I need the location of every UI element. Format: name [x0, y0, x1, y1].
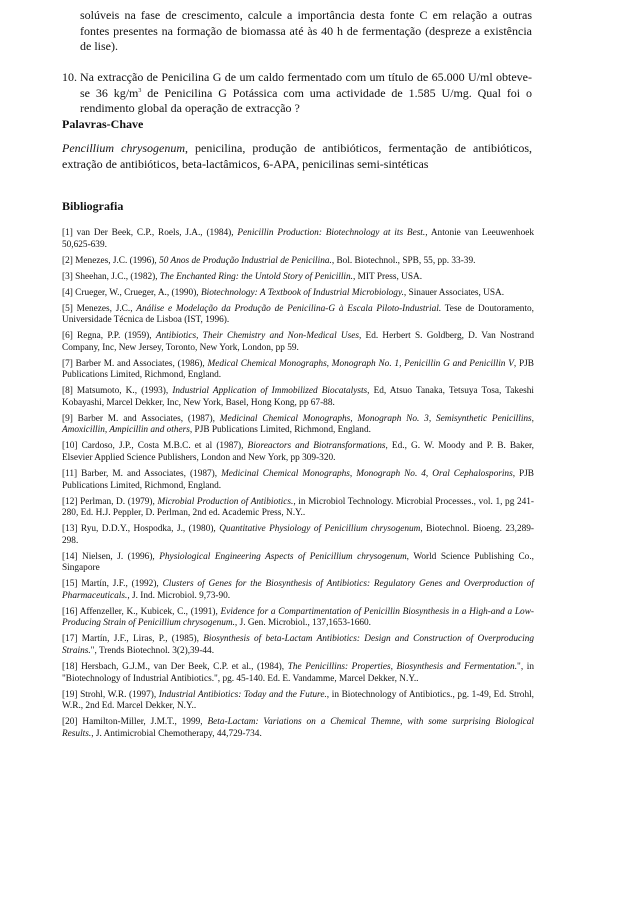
reference-item: [4] Crueger, W., Crueger, A., (1990), Biotechnology: A Textbook of Industrial Microbiology., Sinauer Associates, USA.: [62, 287, 505, 298]
question-10: [62, 70, 532, 117]
reference-item: [11] Barber, M. and Associates, (1987), Medicinal Chemical Monographs, Monograph No. 4, Oral Cephalosporins, PJB Publications Limited, Richmond, England.: [62, 469, 535, 491]
reference-item: [20] Hamilton-Miller, J.M.T., 1999, Beta-Lactam: Variations on a Chemical Themne, with some surprising Biological Results., J. Antimicrobial Chemotherapy, 44,729-734.: [62, 717, 535, 739]
reference-item: [15] Martín, J.F., (1992), Clusters of Genes for the Biosynthesis of Antibiotics: Regulatory Genes and Overproduction of Pharmaceuticals., J. Ind. Microbiol. 9,73-90.: [62, 579, 534, 601]
reference-item: [14] Nielsen, J. (1996), Physiological Engineering Aspects of Penicillium chrysogenum, World Science Publishing Co., Singapore: [62, 551, 534, 574]
reference-item: [12] Perlman, D. (1979), Microbial Production of Antibiotics., in Microbiol Technology. Microbial Processes., vol. 1, pg 241-280, Ed. H.J. Peppler, D. Perlman, 2nd ed. Academic Press, N.Y..: [62, 496, 535, 519]
keyword-italic-term: Pencillium chrysogenum: [62, 141, 185, 155]
reference-item: [10] Cardoso, J.P., Costa M.B.C. et al (1987), Bioreactors and Biotransformations, Ed., G. W. Moody and P. B. Baker, Elsevier Applied Science Publishers, London and New York, pp 309-320.: [62, 441, 534, 464]
reference-item: [3] Sheehan, J.C., (1982), The Enchanted Ring: the Untold Story of Penicillin., MIT Press, USA.: [62, 271, 423, 282]
keywords-heading: Palavras-Chave: [62, 117, 144, 131]
bibliography-heading: Bibliografia: [62, 199, 124, 213]
reference-item: [6] Regna, P.P. (1959), Antibiotics, Their Chemistry and Non-Medical Uses, Ed. Herbert S. Goldberg, D. Van Nostrand Company, Inc, New Jersey, Toronto, New York, London, pp 59.: [62, 331, 535, 353]
reference-item: [8] Matsumoto, K., (1993), Industrial Application of Immobilized Biocatalysts, Ed, Atsuo Tanaka, Tetsuya Tosa, Takeshi Kobayashi, Marcel Dekker, Inc, New York, Basel, Hong Kong, pp 67-88.: [62, 386, 534, 408]
question-10-text: Na extracção de Penicilina G de um caldo fermentado com um título de 65.000 U/ml obteve-se 36 $kg/m^3$ de Penicilina G Potássica com uma actividade de 1.585 U/mg. Qual foi o rendimento global da operação de extracção ?: [80, 70, 532, 115]
reference-item: [16] Affenzeller, K., Kubicek, C., (1991), Evidence for a Compartimentation of Penicillin Biosynthesis in a High-and a Low-Producing Strain of Penicillium chrysogenum., J. Gen. Microbiol., 137,1653-1660.: [62, 606, 534, 629]
reference-item: [13] Ryu, D.D.Y., Hospodka, J., (1980), Quantitative Physiology of Penicillium chrysogenum, Biotechnol. Bioeng. 23,289-298.: [62, 524, 535, 546]
reference-item: [5] Menezes, J.C., Análise e Modelação da Produção de Penicilina-G à Escala Piloto-Industrial. Tese de Doutoramento, Universidade Técnica de Lisboa (IST, 1996).: [62, 303, 535, 326]
superscript: 3: [138, 87, 142, 94]
reference-item: [19] Strohl, W.R. (1997), Industrial Antibiotics: Today and the Future., in Biotechnology of Antibiotics., pg. 1-49, Ed. Strohl, W.R., 2nd Ed. Marcel Dekker, N.Y..: [62, 689, 535, 712]
reference-item: [9] Barber M. and Associates, (1987), Medicinal Chemical Monographs, Monograph No. 3, Semisynthetic Penicillins, Amoxicillin, Ampicillin and others, PJB Publications Limited, Richmond, England.: [62, 413, 534, 436]
reference-item: [1] van Der Beek, C.P., Roels, J.A., (1984), Penicillin Production: Biotechnology at its Best., Antonie van Leeuwenhoek 50,625-639.: [62, 228, 534, 250]
reference-item: [2] Menezes, J.C. (1996), 50 Anos de Produção Industrial de Penicilina., Bol. Biotechnol., SPB, 55, pp. 33-39.: [62, 255, 476, 266]
reference-item: [7] Barber M. and Associates, (1986), Medical Chemical Monographs, Monograph No. 1, Penicillin G and Penicillin V, PJB Publications Limited, Richmond, England.: [62, 358, 534, 381]
reference-item: [18] Hersbach, G.J.M., van Der Beek, C.P. et al., (1984), The Penicillins: Properties, Biosynthesis and Fermentation.", in "Biotechnology of Industrial Antibiotics.", pg. 45-140. Ed. E. Vandamme, Marcel Dekker, N.Y..: [62, 662, 534, 684]
question-9-continuation: solúveis na fase de crescimento, calcule a importância desta fonte C em relação a outras fontes presentes na formação de biomassa até às 40 h de fermentação (despreze a existência de lise).: [80, 8, 532, 53]
reference-list: [62, 228, 534, 745]
keywords-text: Pencillium chrysogenum, penicilina, produção de antibióticos, fermentação de antibióticos, extração de antibióticos, beta-lactâmicos, 6-APA, penicilinas semi-sintéticas: [62, 141, 533, 171]
reference-item: [17] Martín, J.F., Liras, P., (1985), Biosynthesis of beta-Lactam Antibiotics: Design and Construction of Overproducing Strains.", Trends Biotechnol. 3(2),39-44.: [62, 634, 534, 657]
question-10-number: 10.: [62, 70, 77, 84]
